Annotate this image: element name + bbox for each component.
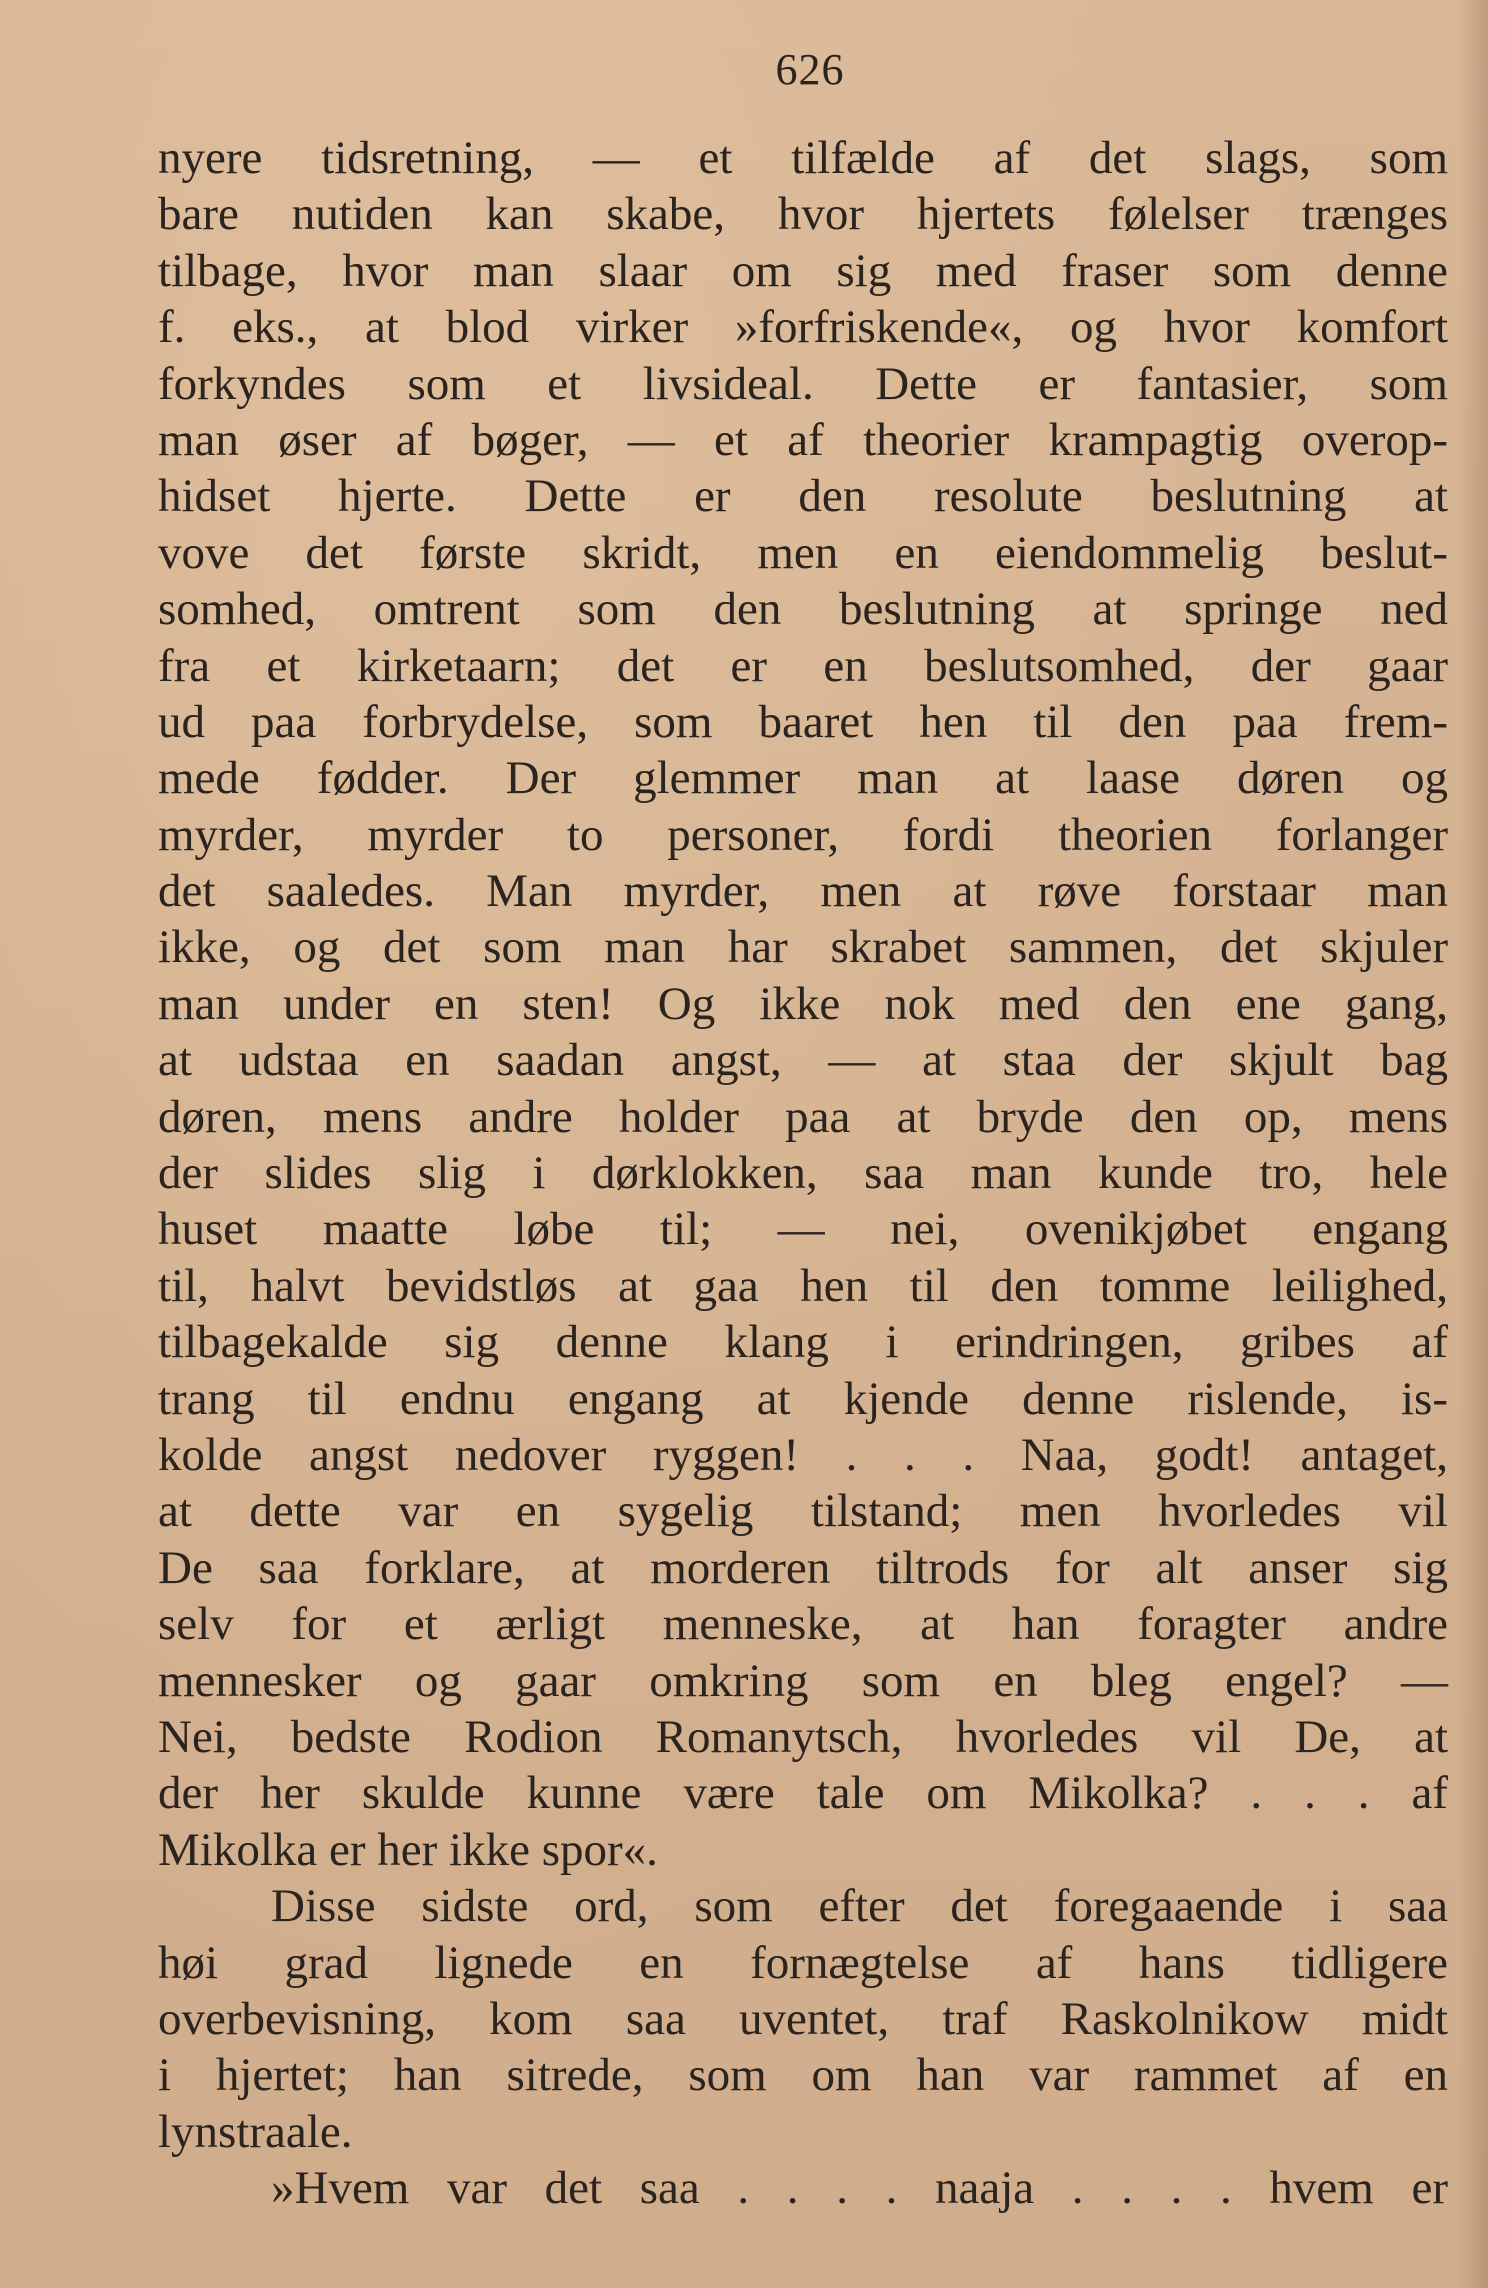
paragraph-start-line: Disse sidste ord, som efter det foregaaende i saa bbox=[271, 1880, 1448, 1933]
text-line: mennesker og gaar omkring som en bleg engel? — bbox=[158, 1654, 1448, 1707]
text-line: nyere tidsretning, — et tilfælde af det slags, som bbox=[158, 132, 1448, 184]
paragraph-start-line: »Hvem var det saa . . . . naaja . . . . hvem er bbox=[271, 2162, 1448, 2215]
text-line: at dette var en sygelig tilstand; men hvorledes vil bbox=[158, 1485, 1448, 1538]
text-line: kolde angst nedover ryggen! . . . Naa, godt! antaget, bbox=[158, 1428, 1448, 1481]
text-line: lynstraale. bbox=[158, 2105, 353, 2158]
text-line: mede fødder. Der glemmer man at laase døren og bbox=[158, 752, 1448, 805]
text-line: til, halvt bevidstløs at gaa hen til den tomme leilighed, bbox=[158, 1259, 1448, 1312]
text-line: man øser af bøger, — et af theorier krampagtig overop- bbox=[158, 413, 1448, 466]
text-line: fra et kirketaarn; det er en beslutsomhed, der gaar bbox=[158, 639, 1448, 692]
page-number: 626 bbox=[775, 45, 845, 94]
text-line: det saaledes. Man myrder, men at røve forstaar man bbox=[158, 865, 1448, 918]
page-edge-shadow bbox=[1458, 0, 1488, 2288]
text-line: huset maatte løbe til; — nei, ovenikjøbet engang bbox=[158, 1203, 1448, 1256]
text-line: Nei, bedste Rodion Romanytsch, hvorledes vil De, at bbox=[158, 1710, 1448, 1763]
text-line: døren, mens andre holder paa at bryde den op, mens bbox=[158, 1090, 1448, 1143]
text-line: tilbagekalde sig denne klang i erindringen, gribes af bbox=[158, 1316, 1448, 1369]
text-line: man under en sten! Og ikke nok med den ene gang, bbox=[158, 977, 1448, 1030]
text-line: trang til endnu engang at kjende denne rislende, is- bbox=[158, 1372, 1448, 1425]
text-line: overbevisning, kom saa uventet, traf Raskolnikow midt bbox=[158, 1992, 1448, 2045]
text-line: høi grad lignede en fornægtelse af hans tidligere bbox=[158, 1936, 1448, 1989]
text-line: bare nutiden kan skabe, hvor hjertets følelser trænges bbox=[158, 188, 1448, 241]
text-line: i hjertet; han sitrede, som om han var rammet af en bbox=[158, 2049, 1448, 2102]
text-line: myrder, myrder to personer, fordi theorien forlanger bbox=[158, 808, 1448, 861]
text-line: hidset hjerte. Dette er den resolute beslutning at bbox=[158, 470, 1448, 523]
text-line: f. eks., at blod virker »forfriskende«, og hvor komfort bbox=[158, 301, 1448, 354]
text-line: ikke, og det som man har skrabet sammen, det skjuler bbox=[158, 921, 1448, 974]
text-line: tilbage, hvor man slaar om sig med fraser som denne bbox=[158, 244, 1448, 297]
text-line: selv for et ærligt menneske, at han foragter andre bbox=[158, 1598, 1448, 1651]
text-line: forkyndes som et livsideal. Dette er fantasier, som bbox=[158, 357, 1448, 410]
text-line: vove det første skridt, men en eiendommelig beslut- bbox=[158, 526, 1448, 579]
text-line: der her skulde kunne være tale om Mikolka? . . . af bbox=[158, 1767, 1448, 1820]
text-line: somhed, omtrent som den beslutning at springe ned bbox=[158, 583, 1448, 636]
text-line: De saa forklare, at morderen tiltrods for alt anser sig bbox=[158, 1541, 1448, 1594]
text-line: ud paa forbrydelse, som baaret hen til den paa frem- bbox=[158, 695, 1448, 748]
text-line: Mikolka er her ikke spor«. bbox=[158, 1823, 658, 1876]
text-line: der slides slig i dørklokken, saa man kunde tro, hele bbox=[158, 1147, 1448, 1200]
body-text bbox=[158, 130, 1448, 2216]
text-line: at udstaa en saadan angst, — at staa der skjult bag bbox=[158, 1034, 1448, 1087]
